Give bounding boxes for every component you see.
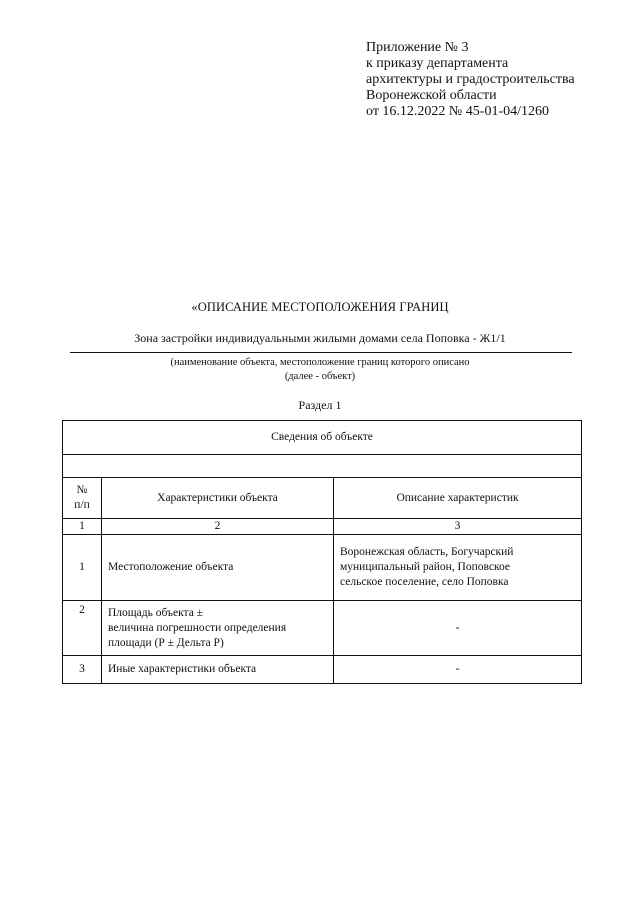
appendix-line-5: от 16.12.2022 № 45-01-04/1260: [366, 104, 550, 119]
caption-line-1: (наименование объекта, местоположение границ которого описано: [170, 357, 470, 368]
table-column-headers: [63, 478, 582, 519]
appendix-line-3: архитектуры и градостроительства: [366, 72, 575, 87]
row-number: 2: [63, 601, 102, 656]
col-header-description: Описание характеристик: [334, 478, 582, 519]
section-label: Раздел 1: [298, 398, 342, 412]
appendix-line-2: к приказу департамента: [366, 56, 509, 71]
table-header-row: [63, 421, 582, 455]
table-empty-row: [63, 455, 582, 478]
col-header-num-line2: п/п: [74, 499, 90, 511]
appendix-line-4: Воронежской области: [366, 88, 497, 103]
table-empty-cell: [63, 455, 582, 478]
row-number: 1: [63, 535, 102, 601]
row-value-line-2: муниципальный район, Поповское: [340, 561, 510, 573]
row-value-line-3: сельское поселение, село Поповка: [340, 576, 509, 588]
object-name-caption: [70, 356, 570, 384]
col-number-1: 1: [63, 519, 102, 535]
row-value: [334, 535, 582, 601]
document-title: «ОПИСАНИЕ МЕСТОПОЛОЖЕНИЯ ГРАНИЦ: [191, 300, 449, 314]
col-header-num: [63, 478, 102, 519]
table-row: [63, 656, 582, 684]
row-characteristic: Иные характеристики объекта: [102, 656, 334, 684]
col-header-characteristics: Характеристики объекта: [102, 478, 334, 519]
table-header: Сведения об объекте: [63, 421, 582, 455]
row-value: -: [334, 656, 582, 684]
row-characteristic: Местоположение объекта: [102, 535, 334, 601]
row-characteristic-line-3: площади (Р ± Дельта Р): [108, 636, 224, 649]
row-characteristic-line-2: величина погрешности определения: [108, 621, 287, 634]
appendix-block: [366, 40, 575, 120]
object-name-underline: [70, 352, 572, 353]
row-characteristic-line-1: Площадь объекта ±: [108, 606, 203, 619]
col-number-3: 3: [334, 519, 582, 535]
appendix-line-1: Приложение № 3: [366, 40, 469, 55]
table-row: [63, 535, 582, 601]
row-number: 3: [63, 656, 102, 684]
object-info-table: [62, 420, 582, 684]
col-number-2: 2: [102, 519, 334, 535]
row-value-line-1: Воронежская область, Богучарский: [340, 546, 514, 558]
table-row: [63, 601, 582, 656]
object-name: Зона застройки индивидуальными жилыми домами села Поповка - Ж1/1: [134, 331, 506, 345]
row-value: -: [334, 601, 582, 656]
row-characteristic: [102, 601, 334, 656]
col-header-num-line1: №: [76, 484, 88, 496]
caption-line-2: (далее - объект): [284, 371, 356, 382]
table-column-numbers: [63, 519, 582, 535]
